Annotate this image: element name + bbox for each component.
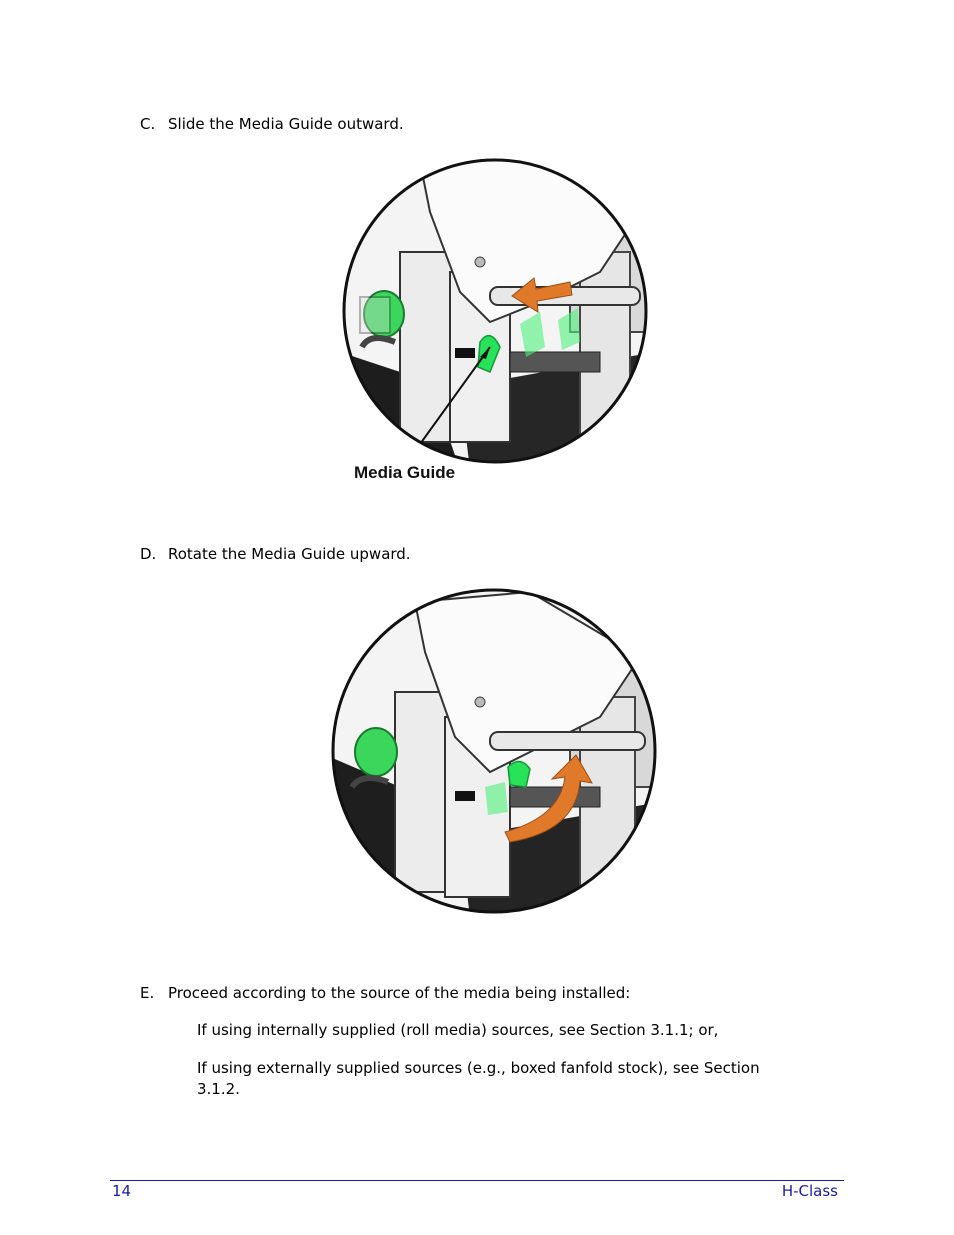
step-c	[140, 114, 404, 134]
media-guide-slide-illustration	[340, 152, 655, 470]
footer-page-number: 14	[112, 1182, 132, 1200]
media-guide-caption: Media Guide	[354, 463, 456, 482]
step-d-text: Rotate the Media Guide upward.	[168, 545, 411, 563]
step-d-letter: D.	[140, 545, 157, 563]
step-e	[140, 983, 630, 1003]
step-e-letter: E.	[140, 984, 155, 1002]
footer-product-name: H-Class	[781, 1182, 838, 1200]
sub-item-external-source: If using externally supplied sources (e.g., boxed fanfold stock), see Section 3.1.2.	[197, 1059, 760, 1098]
sub-item-internal-source: If using internally supplied (roll media) sources, see Section 3.1.1; or,	[197, 1021, 719, 1039]
footer-rule	[110, 1180, 844, 1181]
step-c-text: Slide the Media Guide outward.	[168, 115, 404, 133]
step-c-letter: C.	[140, 115, 156, 133]
media-guide-rotate-illustration	[330, 587, 660, 917]
step-d	[140, 544, 411, 564]
step-e-text: Proceed according to the source of the media being installed:	[168, 984, 631, 1002]
